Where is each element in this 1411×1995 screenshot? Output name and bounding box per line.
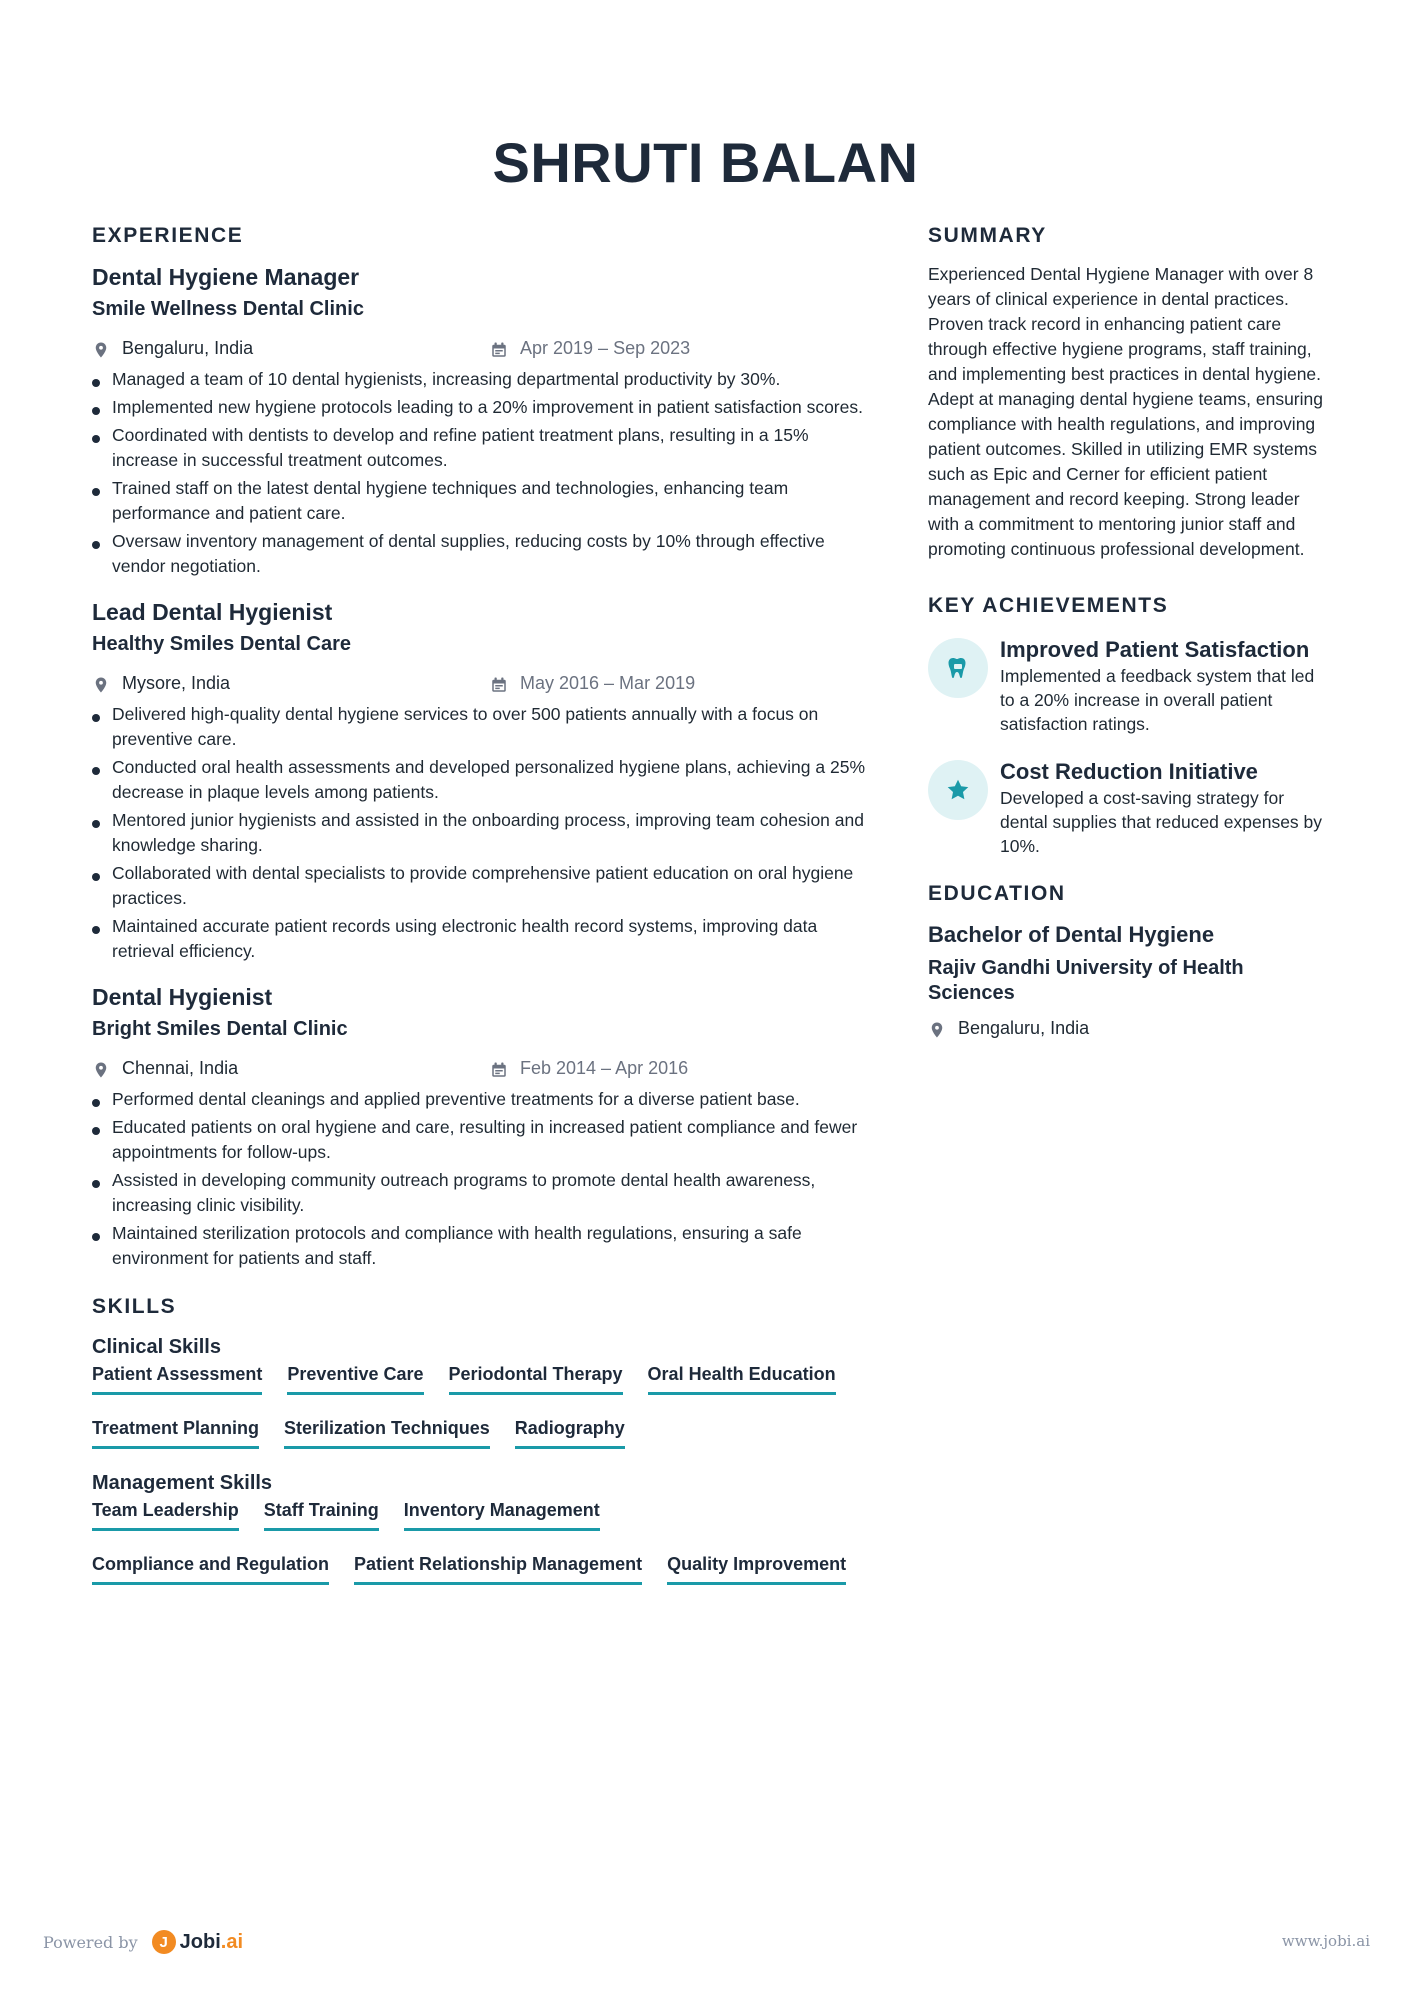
job-bullet: Assisted in developing community outreach programs to promote dental health awareness, increasing clinic visibility. <box>92 1168 872 1218</box>
tooth-icon <box>928 638 988 698</box>
jobi-logo[interactable] <box>152 1930 243 1954</box>
skill-chip: Team Leadership <box>92 1497 239 1531</box>
calendar-icon <box>490 339 508 357</box>
left-column <box>92 222 872 1605</box>
skill-chip: Compliance and Regulation <box>92 1551 329 1585</box>
skill-chip: Radiography <box>515 1415 625 1449</box>
job-bullet: Trained staff on the latest dental hygiene techniques and technologies, enhancing team performance and patient care. <box>92 476 872 526</box>
summary-heading: SUMMARY <box>928 224 1047 247</box>
job-title: Lead Dental Hygienist <box>92 599 333 625</box>
job-meta <box>92 334 872 362</box>
education-heading: EDUCATION <box>928 882 1066 905</box>
job-title: Dental Hygiene Manager <box>92 264 360 290</box>
job-dates-text: Apr 2019 – Sep 2023 <box>520 338 691 358</box>
job-bullet: Collaborated with dental specialists to provide comprehensive patient education on oral hygiene practices. <box>92 861 872 911</box>
experience-heading: EXPERIENCE <box>92 224 244 247</box>
job-bullets <box>92 702 872 964</box>
job-bullet: Conducted oral health assessments and developed personalized hygiene plans, achieving a 25% decrease in plaque levels among patients. <box>92 755 872 805</box>
achievements-heading: KEY ACHIEVEMENTS <box>928 594 1169 617</box>
job-company: Healthy Smiles Dental Care <box>92 633 351 655</box>
achievement-description: Implemented a feedback system that led to a 20% increase in overall patient satisfaction ratings. <box>1000 666 1315 734</box>
achievement-title: Cost Reduction Initiative <box>1000 759 1258 784</box>
skill-group <box>92 1333 872 1469</box>
skills-heading: SKILLS <box>92 1295 177 1318</box>
job-bullet: Implemented new hygiene protocols leading to a 20% improvement in patient satisfaction scores. <box>92 395 872 420</box>
education-degree: Bachelor of Dental Hygiene <box>928 922 1215 947</box>
job-entry <box>92 982 872 1271</box>
skill-group <box>92 1469 872 1605</box>
experience-list <box>92 262 872 1271</box>
location-pin-icon <box>928 1019 946 1037</box>
skill-chip: Quality Improvement <box>667 1551 846 1585</box>
summary-text: Experienced Dental Hygiene Manager with over 8 years of clinical experience in dental practices. Proven track record in enhancing patient care through effective hygiene programs, staff training, and implementing best practices in dental hygiene. Adept at managing dental hygiene teams, ensuring compliance with health regulations, and improving patient outcomes. Skilled in utilizing EMR systems such as Epic and Cerner for efficient patient management and record keeping. Strong leader with a commitment to mentoring junior staff and promoting continuous professional development. <box>928 264 1323 559</box>
jobi-logo-mark-icon: J <box>152 1930 176 1954</box>
achievement-title: Improved Patient Satisfaction <box>1000 637 1310 662</box>
powered-by-label: Powered by <box>43 1932 138 1952</box>
job-bullet: Coordinated with dentists to develop and refine patient treatment plans, resulting in a 15% increase in successful treatment outcomes. <box>92 423 872 473</box>
job-entry <box>92 262 872 579</box>
achievement-description: Developed a cost-saving strategy for dental supplies that reduced expenses by 10%. <box>1000 788 1323 856</box>
job-bullet: Mentored junior hygienists and assisted in the onboarding process, improving team cohesion and knowledge sharing. <box>92 808 872 858</box>
candidate-name: SHRUTI BALAN <box>492 131 919 194</box>
skill-chips <box>92 1361 872 1469</box>
powered-by <box>43 1930 243 1954</box>
skill-chip: Patient Relationship Management <box>354 1551 642 1585</box>
education-location <box>928 1014 1328 1042</box>
job-bullet: Oversaw inventory management of dental supplies, reducing costs by 10% through effective vendor negotiation. <box>92 529 872 579</box>
skill-chip: Inventory Management <box>404 1497 600 1531</box>
job-bullet: Educated patients on oral hygiene and care, resulting in increased patient compliance and fewer appointments for follow-ups. <box>92 1115 872 1165</box>
education-school: Rajiv Gandhi University of Health Sciences <box>928 957 1244 1004</box>
achievement-body <box>1000 636 1328 736</box>
achievement-item <box>928 758 1328 858</box>
skill-groups <box>92 1333 872 1605</box>
job-bullets <box>92 1087 872 1271</box>
skill-chip: Preventive Care <box>287 1361 423 1395</box>
footer-url[interactable]: www.jobi.ai <box>1281 1932 1370 1950</box>
skill-chip: Staff Training <box>264 1497 379 1531</box>
job-bullet: Delivered high-quality dental hygiene services to over 500 patients annually with a focus on preventive care. <box>92 702 872 752</box>
job-bullet: Managed a team of 10 dental hygienists, increasing departmental productivity by 30%. <box>92 367 872 392</box>
job-bullet: Performed dental cleanings and applied preventive treatments for a diverse patient base. <box>92 1087 872 1112</box>
star-icon <box>928 760 988 820</box>
jobi-logo-suffix: .ai <box>220 1930 244 1953</box>
skill-chip: Treatment Planning <box>92 1415 259 1449</box>
job-dates <box>490 669 695 697</box>
skill-chip: Oral Health Education <box>648 1361 836 1395</box>
job-location <box>92 669 230 697</box>
job-company: Smile Wellness Dental Clinic <box>92 298 364 320</box>
job-meta <box>92 669 872 697</box>
job-company: Bright Smiles Dental Clinic <box>92 1018 348 1040</box>
jobi-logo-text <box>180 1931 243 1954</box>
achievement-body <box>1000 758 1328 858</box>
skill-chip: Sterilization Techniques <box>284 1415 490 1449</box>
job-location <box>92 1054 238 1082</box>
job-location-text: Bengaluru, India <box>122 338 254 358</box>
job-bullet: Maintained accurate patient records using electronic health record systems, improving data retrieval efficiency. <box>92 914 872 964</box>
achievement-item <box>928 636 1328 736</box>
skills-section <box>92 1293 872 1605</box>
job-location-text: Chennai, India <box>122 1058 239 1078</box>
job-dates <box>490 334 690 362</box>
job-meta <box>92 1054 872 1082</box>
skill-chip: Patient Assessment <box>92 1361 262 1395</box>
skill-group-title: Management Skills <box>92 1472 273 1494</box>
job-location-text: Mysore, India <box>122 673 231 693</box>
job-location <box>92 334 253 362</box>
job-bullet: Maintained sterilization protocols and compliance with health regulations, ensuring a safe environment for patients and staff. <box>92 1221 872 1271</box>
job-bullets <box>92 367 872 579</box>
location-pin-icon <box>92 1059 110 1077</box>
education-location-text: Bengaluru, India <box>958 1018 1090 1038</box>
right-column <box>928 222 1328 1042</box>
job-dates-text: May 2016 – Mar 2019 <box>520 673 696 693</box>
location-pin-icon <box>92 339 110 357</box>
job-dates-text: Feb 2014 – Apr 2016 <box>520 1058 689 1078</box>
calendar-icon <box>490 1059 508 1077</box>
achievements-list <box>928 636 1328 858</box>
job-entry <box>92 597 872 964</box>
skill-chips <box>92 1497 872 1605</box>
skill-group-title: Clinical Skills <box>92 1336 221 1358</box>
calendar-icon <box>490 674 508 692</box>
job-dates <box>490 1054 688 1082</box>
jobi-logo-name: Jobi <box>179 1930 221 1953</box>
skill-chip: Periodontal Therapy <box>449 1361 623 1395</box>
location-pin-icon <box>92 674 110 692</box>
job-title: Dental Hygienist <box>92 984 273 1010</box>
